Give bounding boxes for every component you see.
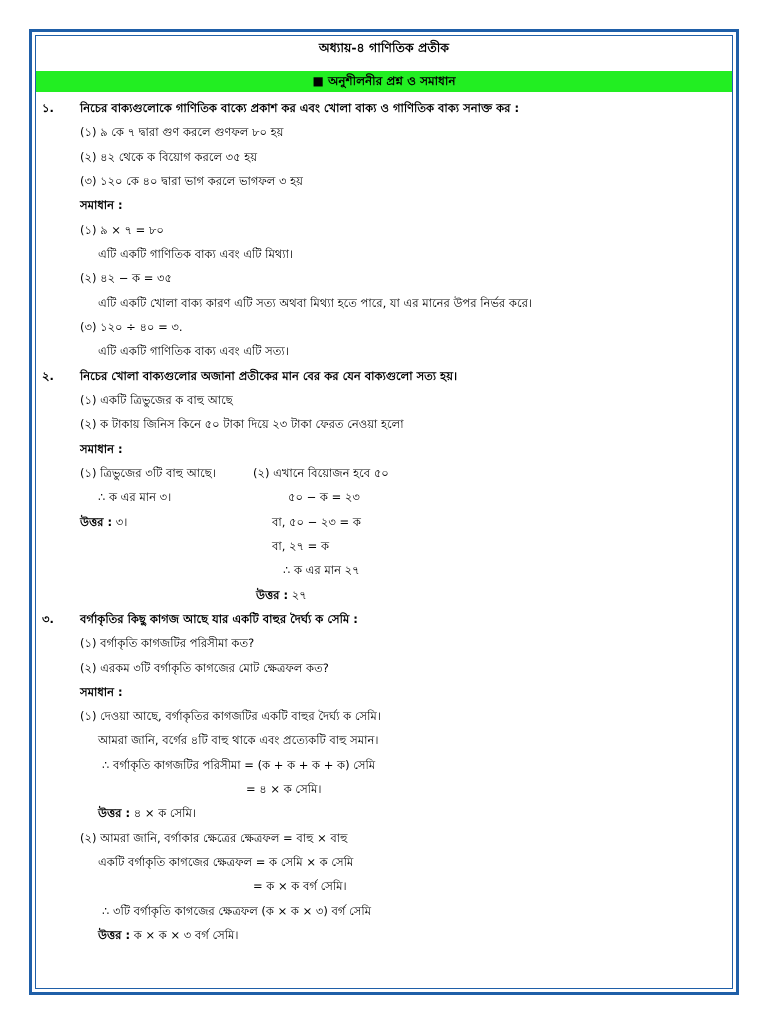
question-3-solution-label: সমাধান : bbox=[80, 685, 123, 699]
question-1-solution-label: সমাধান : bbox=[80, 198, 123, 212]
question-3-answer-2 bbox=[98, 928, 239, 942]
question-2-answer-2-step-3: বা, ২৭ = ক bbox=[272, 539, 329, 553]
question-2-answer-1-final bbox=[80, 515, 127, 529]
chapter-title: অধ্যায়-৪ গাণিতিক প্রতীক bbox=[318, 40, 450, 55]
question-2-text: নিচের খোলা বাক্যগুলোর অজানা প্রতীকের মান বের কর যেন বাক্যগুলো সত্য হয়। bbox=[80, 369, 458, 383]
answer-value: ক × ক × ৩ বর্গ সেমি। bbox=[133, 928, 239, 942]
question-3-solution-1-line-4: = ৪ × ক সেমি। bbox=[246, 782, 322, 796]
question-1-number: ১. bbox=[42, 101, 54, 115]
question-1-text: নিচের বাক্যগুলোকে গাণিতিক বাক্যে প্রকাশ কর এবং খোলা বাক্য ও গাণিতিক বাক্য সনাক্ত কর : bbox=[80, 101, 520, 115]
answer-label: উত্তর : bbox=[256, 588, 289, 602]
question-3-solution-2-line-3: = ক × ক বর্গ সেমি। bbox=[253, 879, 347, 893]
question-2-answer-2-step-1: ৫০ − ক = ২৩ bbox=[288, 490, 360, 504]
question-3-text: বর্গাকৃতির কিছু কাগজ আছে যার একটি বাহুর দৈর্ঘ্য ক সেমি : bbox=[80, 612, 358, 626]
question-1-part-1: (১) ৯ কে ৭ দ্বারা গুণ করলে গুণফল ৮০ হয় bbox=[80, 125, 284, 139]
question-2-answer-1: (১) ত্রিভুজের ৩টি বাহু আছে। bbox=[80, 466, 216, 480]
question-3-solution-2-line-4: ∴ ৩টি বর্গাকৃতি কাগজের ক্ষেত্রফল (ক × ক × ৩) বর্গ সেমি bbox=[102, 904, 372, 918]
section-banner: ■ অনুশীলনীর প্রশ্ন ও সমাধান bbox=[36, 71, 732, 92]
question-1-solution-2: (২) ৪২ − ক = ৩৫ bbox=[80, 271, 172, 285]
question-2-part-1: (১) একটি ত্রিভুজের ক বাহু আছে bbox=[80, 393, 233, 407]
question-3-part-2: (২) এরকম ৩টি বর্গাকৃতি কাগজের মোট ক্ষেত্রফল কত? bbox=[80, 661, 329, 675]
question-2-number: ২. bbox=[42, 369, 54, 383]
question-3-solution-1-line-2: আমরা জানি, বর্গের ৪টি বাহু থাকে এবং প্রত্যেকটি বাহু সমান। bbox=[98, 733, 379, 747]
question-1-part-3: (৩) ১২০ কে ৪০ দ্বারা ভাগ করলে ভাগফল ৩ হয় bbox=[80, 174, 303, 188]
question-3-number: ৩. bbox=[42, 612, 54, 626]
answer-label: উত্তর : bbox=[80, 515, 113, 529]
question-2-part-2: (২) ক টাকায় জিনিস কিনে ৫০ টাকা দিয়ে ২৩ টাকা ফেরত নেওয়া হলো bbox=[80, 417, 404, 431]
question-2-answer-2-step-2: বা, ৫০ − ২৩ = ক bbox=[272, 515, 361, 529]
question-3-answer-1 bbox=[98, 806, 196, 820]
question-1-solution-3: (৩) ১২০ ÷ ৪০ = ৩. bbox=[80, 320, 183, 334]
question-2-answer-2-final bbox=[256, 588, 307, 602]
answer-value: ২৭ bbox=[291, 588, 307, 602]
answer-value: ৩। bbox=[115, 515, 128, 529]
question-3-part-1: (১) বর্গাকৃতি কাগজটির পরিসীমা কত? bbox=[80, 636, 255, 650]
question-1-solution-2-desc: এটি একটি খোলা বাক্য কারণ এটি সত্য অথবা মিথ্যা হতে পারে, যা এর মানের উপর নির্ভর করে। bbox=[98, 296, 533, 310]
question-3-solution-2-line-2: একটি বর্গাকৃতি কাগজের ক্ষেত্রফল = ক সেমি × ক সেমি bbox=[98, 855, 354, 869]
question-3-solution-1: (১) দেওয়া আছে, বর্গাকৃতির কাগজটির একটি বাহুর দৈর্ঘ্য ক সেমি। bbox=[80, 709, 381, 723]
question-2-solution-label: সমাধান : bbox=[80, 442, 123, 456]
answer-label: উত্তর : bbox=[98, 928, 131, 942]
question-1-solution-1: (১) ৯ × ৭ = ৮০ bbox=[80, 223, 164, 237]
question-3-solution-2: (২) আমরা জানি, বর্গাকার ক্ষেত্রের ক্ষেত্রফল = বাহু × বাহু bbox=[80, 831, 348, 845]
question-2-answer-1-value: ∴ ক এর মান ৩। bbox=[98, 490, 172, 504]
question-1-part-2: (২) ৪২ থেকে ক বিয়োগ করলে ৩৫ হয় bbox=[80, 150, 258, 164]
question-2-answer-2: (২) এখানে বিয়োজন হবে ৫০ bbox=[253, 466, 389, 480]
answer-value: ৪ × ক সেমি। bbox=[133, 806, 196, 820]
question-1-solution-3-desc: এটি একটি গাণিতিক বাক্য এবং এটি সত্য। bbox=[98, 344, 289, 358]
question-2-answer-2-step-4: ∴ ক এর মান ২৭ bbox=[283, 563, 360, 577]
question-1-solution-1-desc: এটি একটি গাণিতিক বাক্য এবং এটি মিথ্যা। bbox=[98, 247, 294, 261]
question-3-solution-1-line-3: ∴ বর্গাকৃতি কাগজটির পরিসীমা = (ক + ক + ক + ক) সেমি bbox=[102, 758, 376, 772]
answer-label: উত্তর : bbox=[98, 806, 131, 820]
